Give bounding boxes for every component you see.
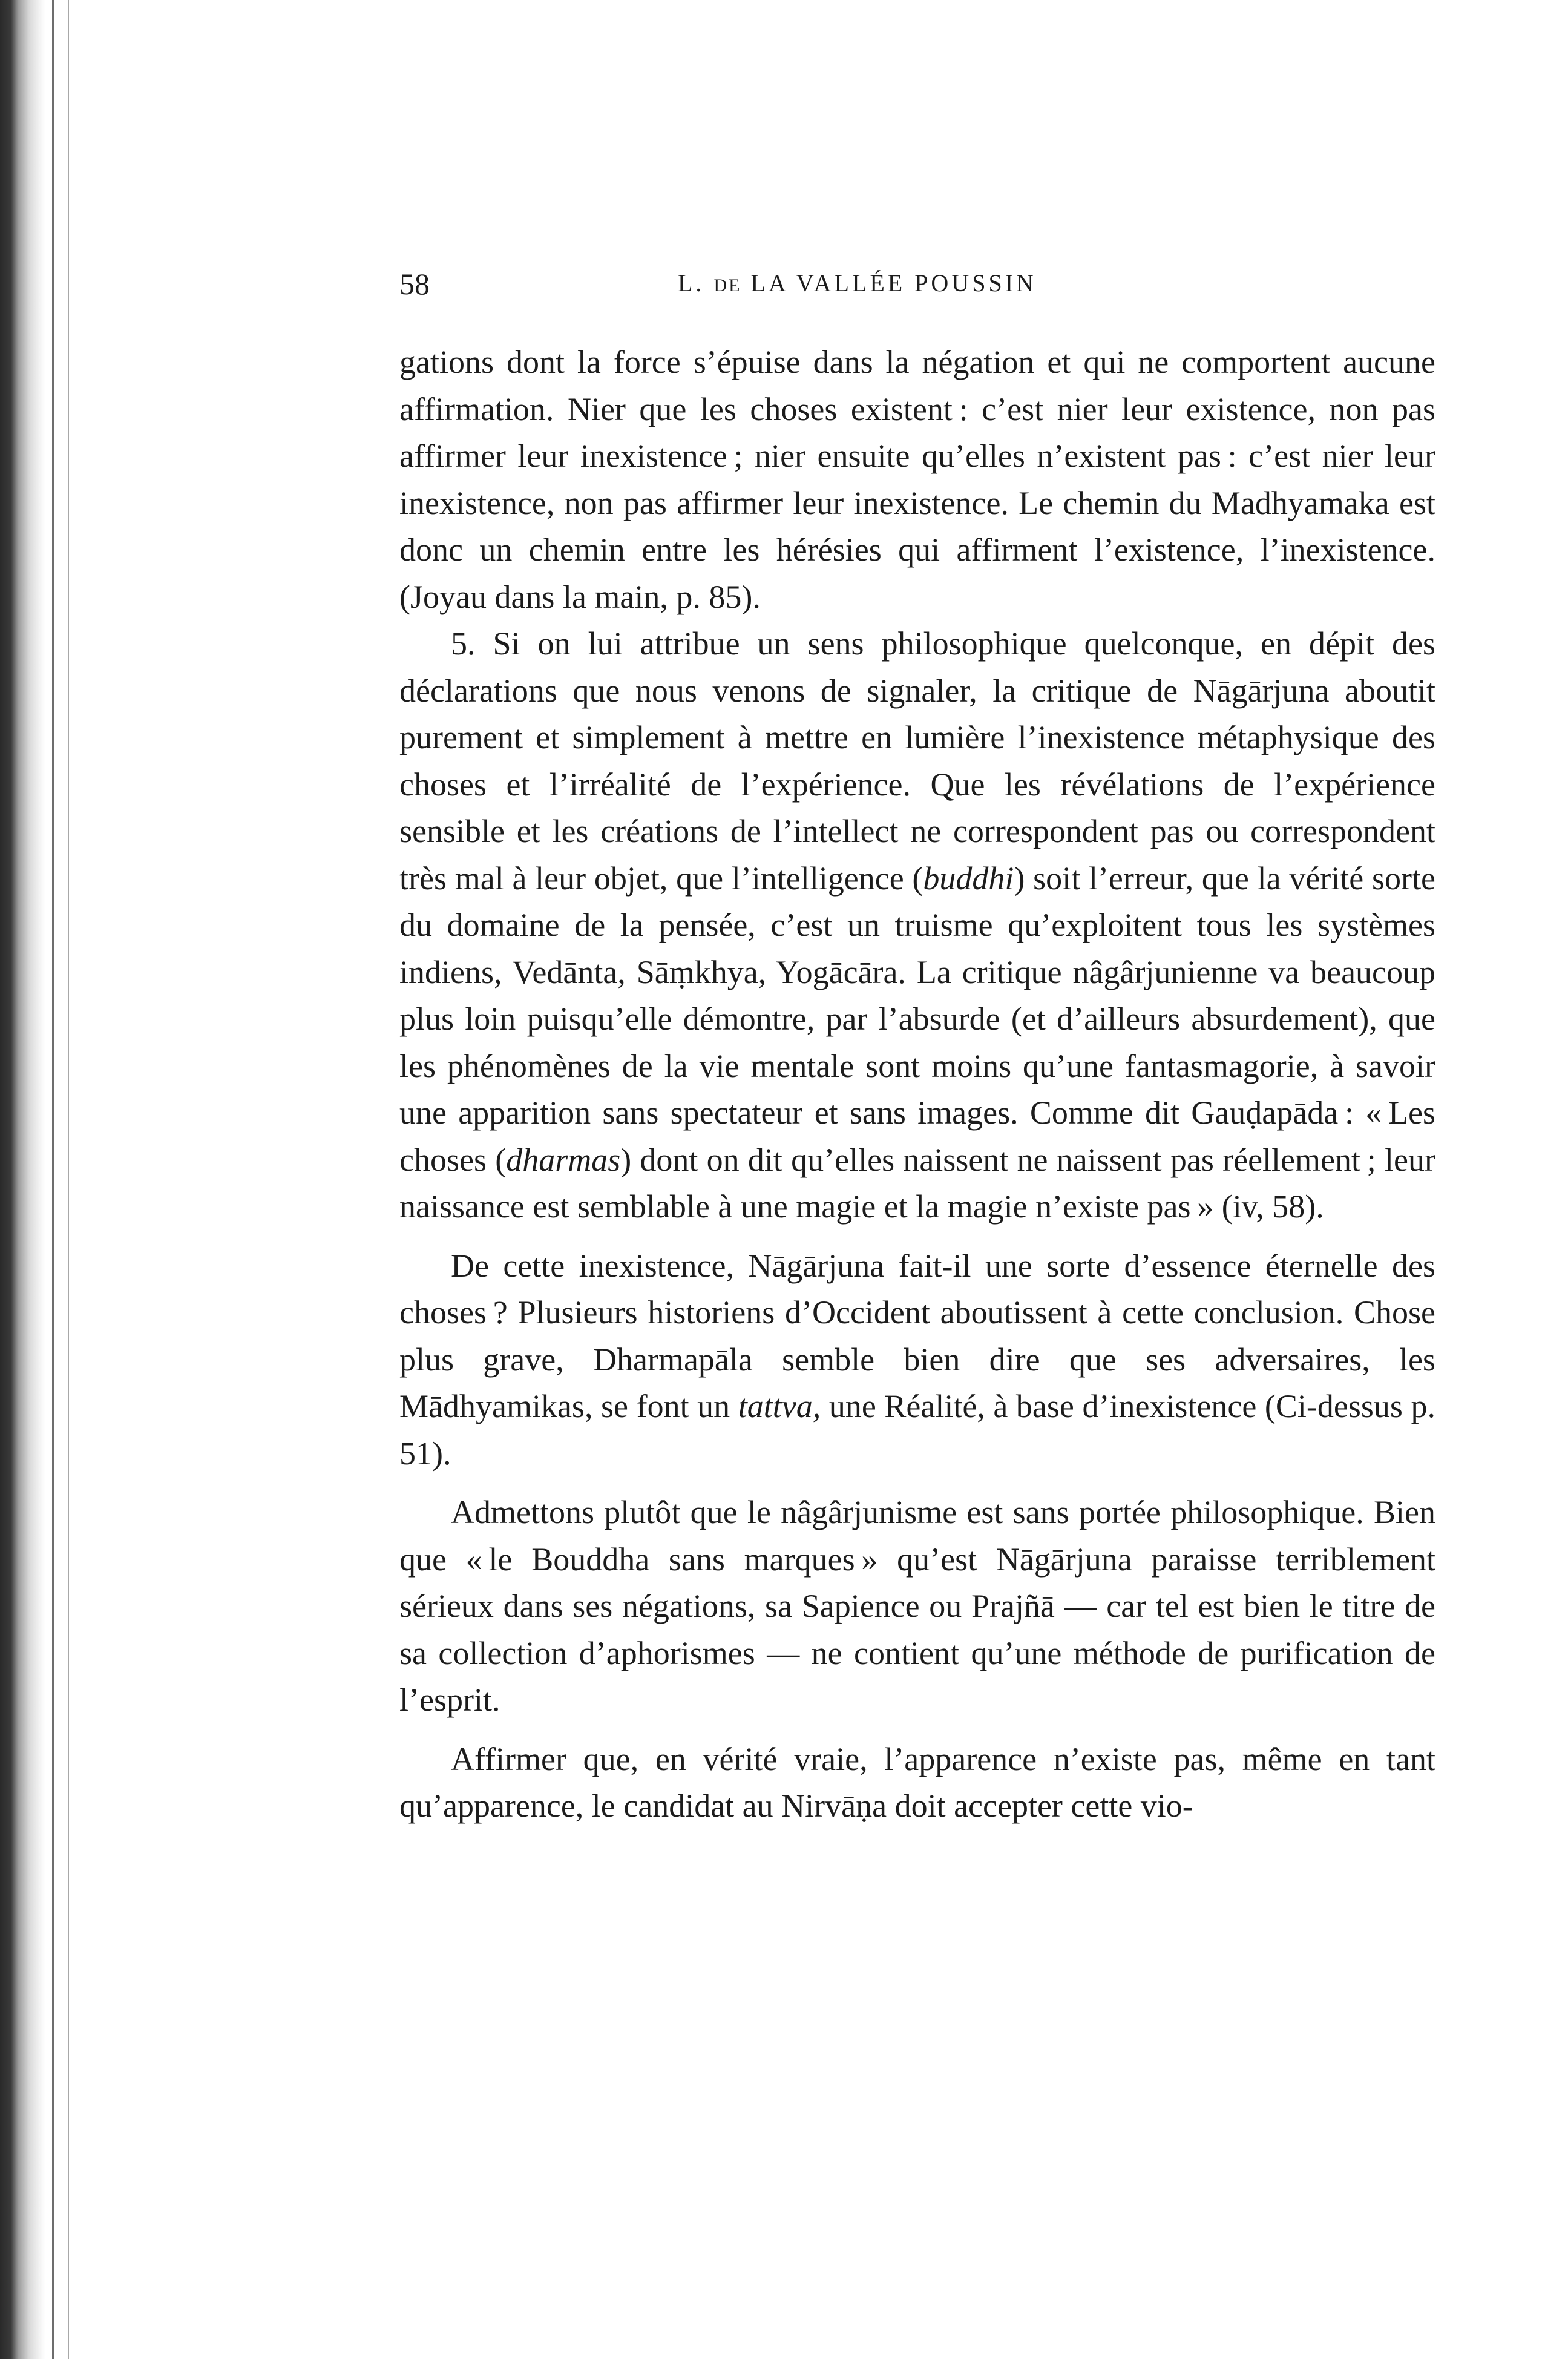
paragraph: [399, 1489, 1435, 1724]
binding-rule: [68, 0, 69, 2359]
paragraph-text: Affirmer que, en vérité vraie, l’apparence n’existe pas, même en tant qu’apparence, le candidat au Nirvāṇa doit accepter cette vio-: [399, 1740, 1435, 1824]
running-header: [399, 266, 1440, 309]
paragraph-text: De cette inexistence, Nāgārjuna fait-il une sorte d’essence éternelle des choses ? Plusieurs historiens d’Occident aboutissent à cette conclusion. Chose plus grave, Dharmapāla semble bien dire que ses adversaires, les Mādhyamikas, se font un: [399, 1247, 1435, 1424]
paragraph: [399, 339, 1435, 620]
binding-shadow: [0, 0, 45, 2359]
paragraph: [399, 1243, 1435, 1478]
italic-term: dharmas: [506, 1141, 621, 1178]
paragraph: [399, 620, 1435, 1231]
page-body: [399, 339, 1435, 1830]
paragraph-text: ) soit l’erreur, que la vérité sorte du domaine de la pensée, c’est un truisme qu’exploitent tous les systèmes indiens, Vedānta, Sāṃkhya, Yogācāra. La critique nâgârjunienne va beaucoup plus loin puisqu’elle démontre, par l’absurde (et d’ailleurs absurdement), que les phénomènes de la vie mentale sont moins qu’une fantasmagorie, à savoir une apparition sans spectateur et sans images. Comme dit Gauḍapāda : « Les choses (: [399, 860, 1435, 1178]
paragraph-text: 5. Si on lui attribue un sens philosophique quelconque, en dépit des déclarations que nous venons de signaler, la critique de Nāgārjuna aboutit purement et simplement à mettre en lumière l’inexistence métaphysique des choses et l’irréalité de l’expérience. Que les révélations de l’expérience sensible et les créations de l’intellect ne correspondent pas ou correspondent très mal à leur objet, que l’intelligence (: [399, 625, 1435, 897]
running-head-author: [678, 269, 1037, 297]
paragraph: [399, 1736, 1435, 1830]
paragraph-text: ) dont on dit qu’elles naissent ne naissent pas réellement ; leur naissance est semblable à une magie et la magie n’existe pas » (iv, 58).: [399, 1141, 1436, 1225]
paragraph-text: une Réalité, à base d’inexistence (Ci-dessus p. 51).: [399, 1388, 1436, 1472]
author-initial: L.: [678, 269, 705, 297]
binding-rule: [52, 0, 54, 2359]
italic-term: buddhi: [923, 860, 1014, 897]
author-name: LA VALLÉE POUSSIN: [750, 269, 1037, 297]
page-number: 58: [399, 267, 430, 301]
italic-term: tattva,: [738, 1388, 821, 1424]
paragraph-text: Admettons plutôt que le nâgârjunisme est sans portée philosophique. Bien que « le Bouddha sans marques » qu’est Nāgārjuna paraisse terriblement sérieux dans ses négations, sa Sapience ou Prajñā — car tel est bien le titre de sa collection d’aphorismes — ne contient qu’une méthode de purification de l’esprit.: [399, 1494, 1435, 1718]
paragraph-text: gations dont la force s’épuise dans la négation et qui ne comportent aucune affirmation. Nier que les choses existent : c’est nier leur existence, non pas affirmer leur inexistence ; nier ensuite qu’elles n’existent pas : c’est nier leur inexistence, non pas affirmer leur inexistence. Le chemin du Madhyamaka est donc un chemin entre les hérésies qui affirment l’existence, l’inexistence. (Joyau dans la main, p. 85).: [399, 344, 1435, 615]
author-particle: DE: [713, 275, 742, 295]
